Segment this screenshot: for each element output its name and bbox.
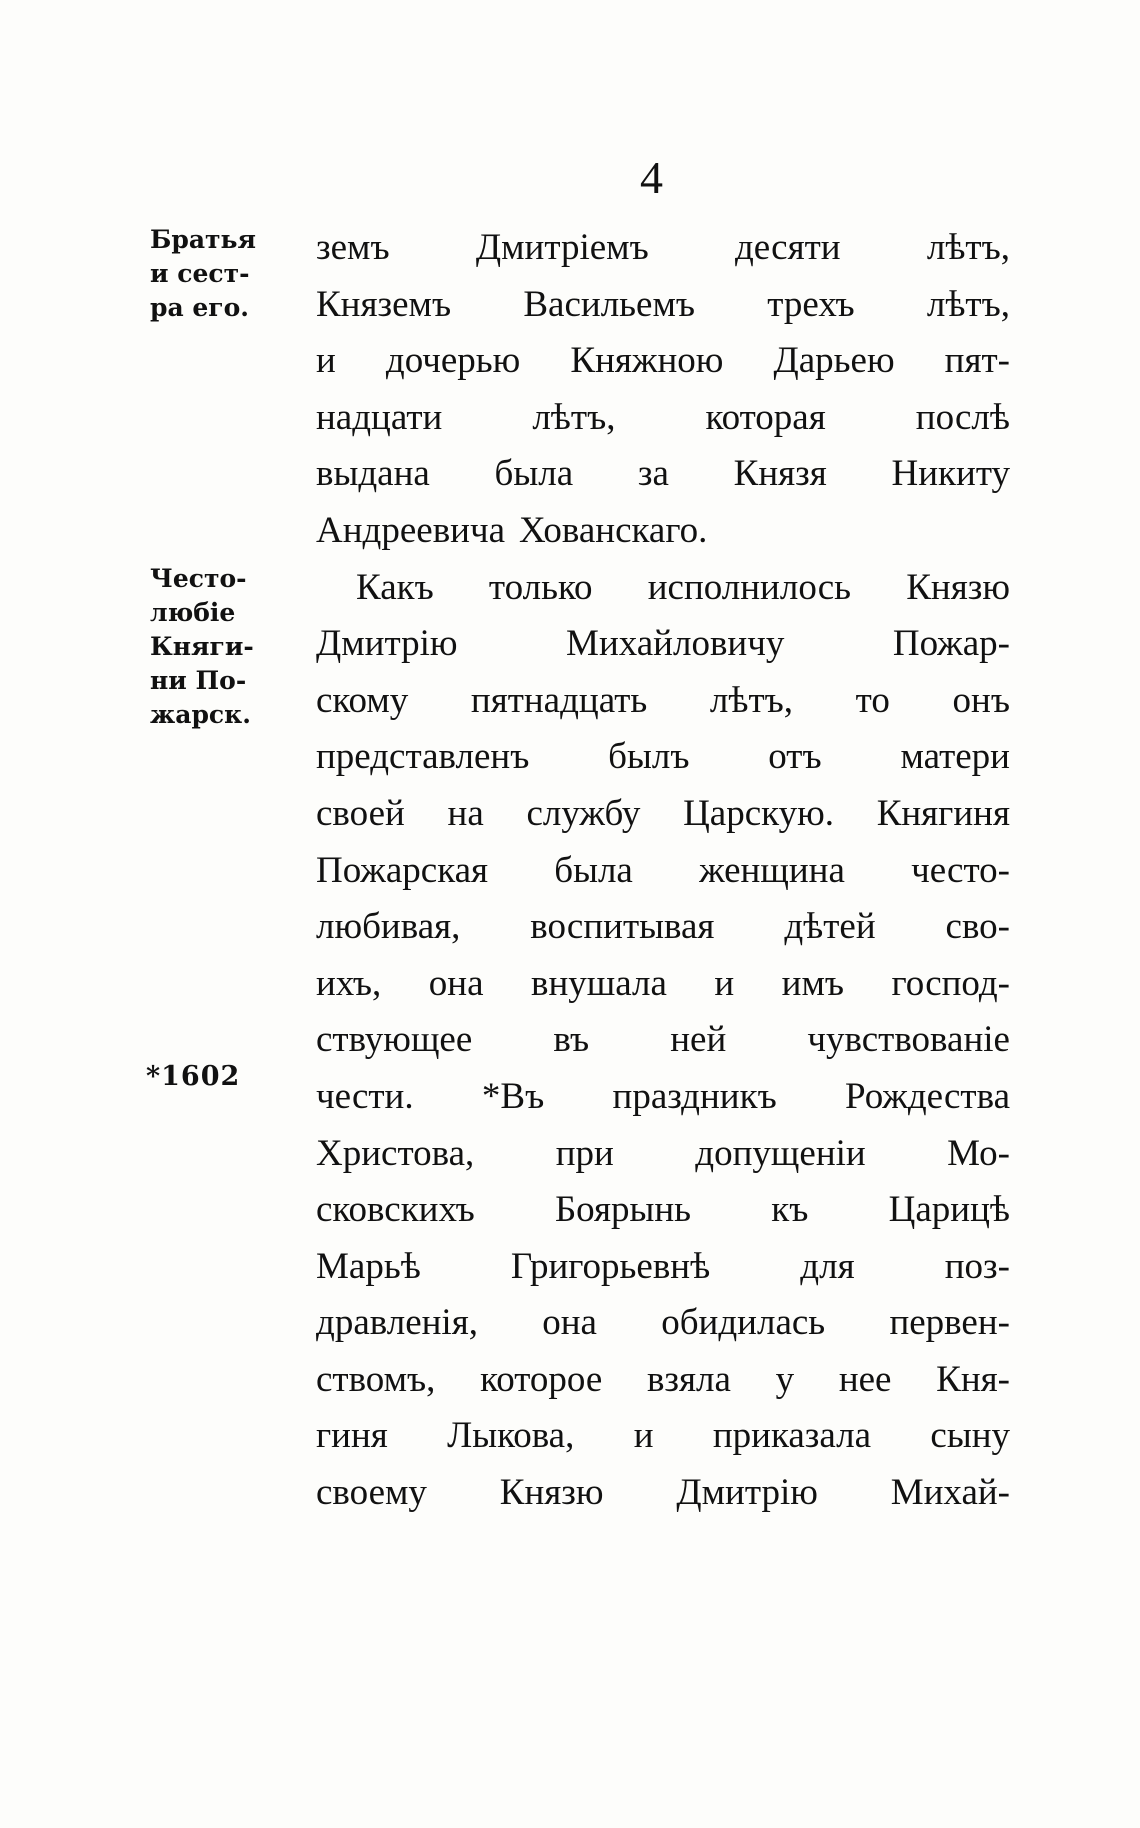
word: обидилась [661,1302,826,1344]
word: при [555,1132,614,1174]
word: дочерью [385,340,521,382]
word: Князю [499,1472,604,1514]
word: гиня [316,1415,388,1457]
word: пятнадцать [470,679,648,721]
text-line [316,1239,1010,1296]
word: лѣтъ, [926,227,1010,268]
word: Михай- [890,1472,1010,1514]
word: Рождества [845,1075,1010,1117]
word: и [633,1415,654,1457]
word: которое [480,1358,603,1400]
word: Княгиня [876,792,1010,834]
word: былъ [608,736,690,778]
word: поз- [944,1245,1010,1287]
word: матери [900,736,1010,778]
word: Князя [733,453,827,495]
word: праздникъ [612,1075,777,1117]
word: Григорьевнѣ [510,1245,711,1287]
word: представленъ [316,736,530,778]
margin-note-ambition [150,562,310,732]
word: воспитывая [530,906,715,948]
word: господ- [891,962,1010,1004]
word: первен- [889,1302,1010,1344]
word: Пожарская [316,849,489,891]
word: для [800,1245,855,1287]
word: сыну [930,1415,1010,1457]
word: за [637,453,669,495]
word: службу [526,792,641,834]
margin-note-line: и сест- [150,259,250,288]
word: Никиту [891,453,1010,495]
word: сковскихъ [316,1189,475,1231]
margin-note-line: Княги- [150,632,254,661]
body-text [316,220,1010,1522]
word: Кня- [936,1358,1010,1400]
word: ней [670,1019,727,1061]
word: ствующее [316,1019,473,1061]
word: ихъ, [316,962,382,1004]
margin-note-line: ни По- [150,666,247,695]
word: дѣтей [784,906,876,948]
text-line [316,1069,1010,1126]
word: исполнилось [647,566,852,608]
word: къ [771,1189,809,1231]
word: Христова, [316,1132,475,1174]
text-line [316,390,1010,447]
word: Дмитріемъ [475,227,649,268]
word: нее [838,1358,892,1400]
word: *Въ [481,1075,545,1117]
word: только [488,566,593,608]
word: Дмитрію [316,623,458,665]
word: взяла [646,1358,731,1400]
word: то [855,679,890,721]
word: послѣ [915,396,1010,438]
word: Михайловичу [566,623,785,665]
word: чувствованіе [807,1019,1010,1061]
word: Марьѣ [316,1245,421,1287]
word: Андреевича [316,509,505,551]
page-number: 4 [640,152,663,203]
text-line [316,843,1010,900]
word: онъ [952,679,1010,721]
text-line [316,1295,1010,1352]
word: Какъ [356,566,434,608]
word: десяти [734,227,841,268]
word: которая [705,396,826,438]
text-line [316,1352,1010,1409]
text-line [316,1126,1010,1183]
margin-note-line: жарск. [150,700,251,729]
text-line [316,899,1010,956]
word: лѣтъ, [709,679,794,721]
word: и [714,962,735,1004]
margin-note-line: Честo- [150,564,247,593]
word: была [494,453,574,495]
margin-note-line: *1602 [146,1061,241,1092]
text-line [316,1465,1010,1522]
word: своему [316,1472,427,1514]
word: Боярынь [554,1189,692,1231]
word: Князю [906,566,1010,608]
word: Васильемъ [523,283,696,325]
word: въ [553,1019,590,1061]
word: и [316,340,336,382]
word: Хованскаго. [519,509,708,551]
word: чести. [316,1075,414,1117]
text-line [316,786,1010,843]
word: сво- [945,906,1010,948]
word: скому [316,679,409,721]
word: любивая, [316,906,461,948]
margin-note-year [146,1060,306,1094]
word: Дарьею [773,340,895,382]
word: лѣтъ, [532,396,616,438]
word: она [542,1302,597,1344]
word: у [775,1358,795,1400]
word: Мо- [947,1132,1010,1174]
text-line [316,729,1010,786]
text-line [316,956,1010,1013]
word: Лыкова, [447,1415,575,1457]
word: на [447,792,484,834]
text-line [316,1182,1010,1239]
word: Княземъ [316,283,452,325]
word: приказала [712,1415,872,1457]
margin-note-siblings [150,223,310,325]
word: была [554,849,633,891]
text-line [316,503,1010,560]
word: допущеніи [695,1132,866,1174]
word: земъ [316,227,390,268]
word: женщина [699,849,845,891]
text-line [316,673,1010,730]
word: Царскую. [683,792,834,834]
word: дравленія, [316,1302,478,1344]
word: лѣтъ, [926,283,1010,325]
word: Дмитрію [676,1472,818,1514]
word: имъ [781,962,845,1004]
text-line [316,446,1010,503]
text-line [316,333,1010,390]
word: често- [911,849,1010,891]
text-line [316,220,1010,277]
word: Царицѣ [888,1189,1010,1231]
text-line [316,616,1010,673]
word: она [428,962,484,1004]
word: своей [316,792,405,834]
word: внушала [530,962,667,1004]
text-line [316,1408,1010,1465]
margin-note-line: Братья [150,225,256,254]
word: выдана [316,453,430,495]
margin-note-line: любіе [150,598,236,627]
word: Княжною [570,340,724,382]
word: отъ [768,736,822,778]
word: надцати [316,396,443,438]
text-line [316,560,1010,617]
word: ствомъ, [316,1358,436,1400]
word: трехъ [767,283,855,325]
word: пят- [944,340,1010,382]
margin-note-line: ра его. [150,293,249,322]
text-line [316,1012,1010,1069]
word: Пожар- [892,623,1010,665]
text-line [316,277,1010,334]
